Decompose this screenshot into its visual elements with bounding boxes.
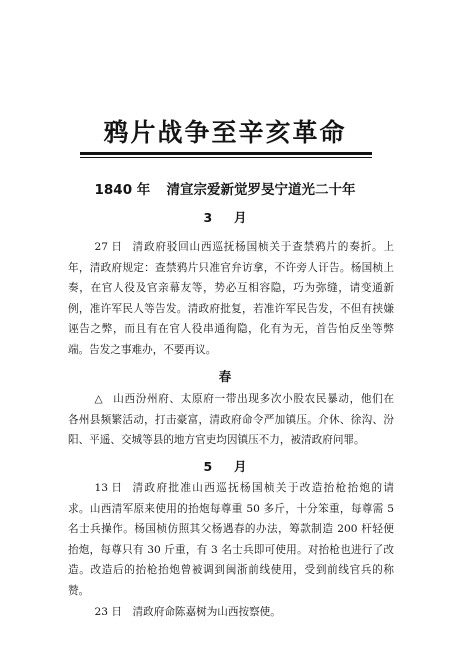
entry-text-line: 造。改造后的抬枪抬炮曾被调到闽浙前线使用，受到前线官兵的称 bbox=[68, 564, 394, 576]
entry-text-line: 抬炮，每尊只有 30 斤重，有 3 名士兵即可使用。对抬枪也进行了改 bbox=[68, 543, 394, 556]
entry-text-line: 诬告之弊，而且有在官人役串通徇隐，化有为无，首告怕反坐等弊 bbox=[68, 323, 394, 335]
entry-text-line: 山西汾州府、太原府一带出现多次小股农民暴动，他们在 bbox=[113, 393, 394, 405]
entry-date: 27 日 bbox=[94, 241, 122, 253]
title-double-rule bbox=[80, 152, 372, 158]
entry-spring bbox=[68, 389, 394, 451]
section-heading-spring: 春 bbox=[218, 369, 232, 384]
entry-may-13 bbox=[68, 478, 394, 601]
entry-first-line bbox=[68, 478, 394, 499]
entry-text-line: 奏，在官人役及官亲幕友等，势必互相容隐，巧为弥缝，请变通新 bbox=[68, 282, 394, 294]
chapter-title: 鸦片战争至辛亥革命 bbox=[103, 118, 347, 147]
entry-text-line: 名士兵操作。杨国桢仿照其父杨遇春的办法，筹款制造 200 杆轻便 bbox=[68, 523, 394, 535]
year-label: 1840 年 bbox=[94, 182, 151, 198]
entry-text-line: 清政府驳回山西巡抚杨国桢关于查禁鸦片的奏折。上 bbox=[132, 241, 394, 253]
entry-march-27 bbox=[68, 237, 394, 360]
entry-text-line: 端。告发之事难办，不要再议。 bbox=[68, 343, 217, 356]
entry-first-line bbox=[68, 602, 394, 623]
entry-text-line: 例，准许军民人等告发。清政府批复，若准许军民告发，不但有挟嫌 bbox=[68, 302, 394, 315]
entry-text-line: 赞。 bbox=[68, 584, 90, 597]
entry-first-line bbox=[68, 389, 394, 410]
entry-first-line bbox=[68, 237, 394, 258]
entry-text-line: 各州县频繁活动，打击豪富，清政府命令严加镇压。介休、徐沟、汾 bbox=[68, 413, 394, 426]
entry-text-line: 清政府命陈嘉树为山西按察使。 bbox=[132, 606, 281, 618]
triangle-marker-icon: △ bbox=[94, 393, 103, 405]
entry-may-23 bbox=[68, 602, 394, 623]
entry-text-line: 清政府批准山西巡抚杨国桢关于改造抬枪抬炮的请 bbox=[132, 482, 394, 494]
section-heading-may: 5 月 bbox=[203, 459, 247, 474]
reign-label: 清宣宗爱新觉罗旻宁道光二十年 bbox=[166, 182, 356, 198]
entry-text-line: 年，清政府规定：查禁鸦片只准官弁访拿，不许旁人讦告。杨国桢上 bbox=[68, 261, 394, 274]
year-heading bbox=[0, 180, 450, 200]
entry-date: 23 日 bbox=[94, 606, 122, 618]
entry-date: 13 日 bbox=[94, 482, 122, 494]
section-heading-march: 3 月 bbox=[203, 210, 247, 225]
entry-text-line: 阳、平遥、交城等县的地方官吏均因镇压不力，被清政府问罪。 bbox=[68, 434, 365, 446]
entry-text-line: 求。山西清军原来使用的抬炮每尊重 50 多斤，十分笨重，每尊需 5 bbox=[68, 502, 394, 515]
